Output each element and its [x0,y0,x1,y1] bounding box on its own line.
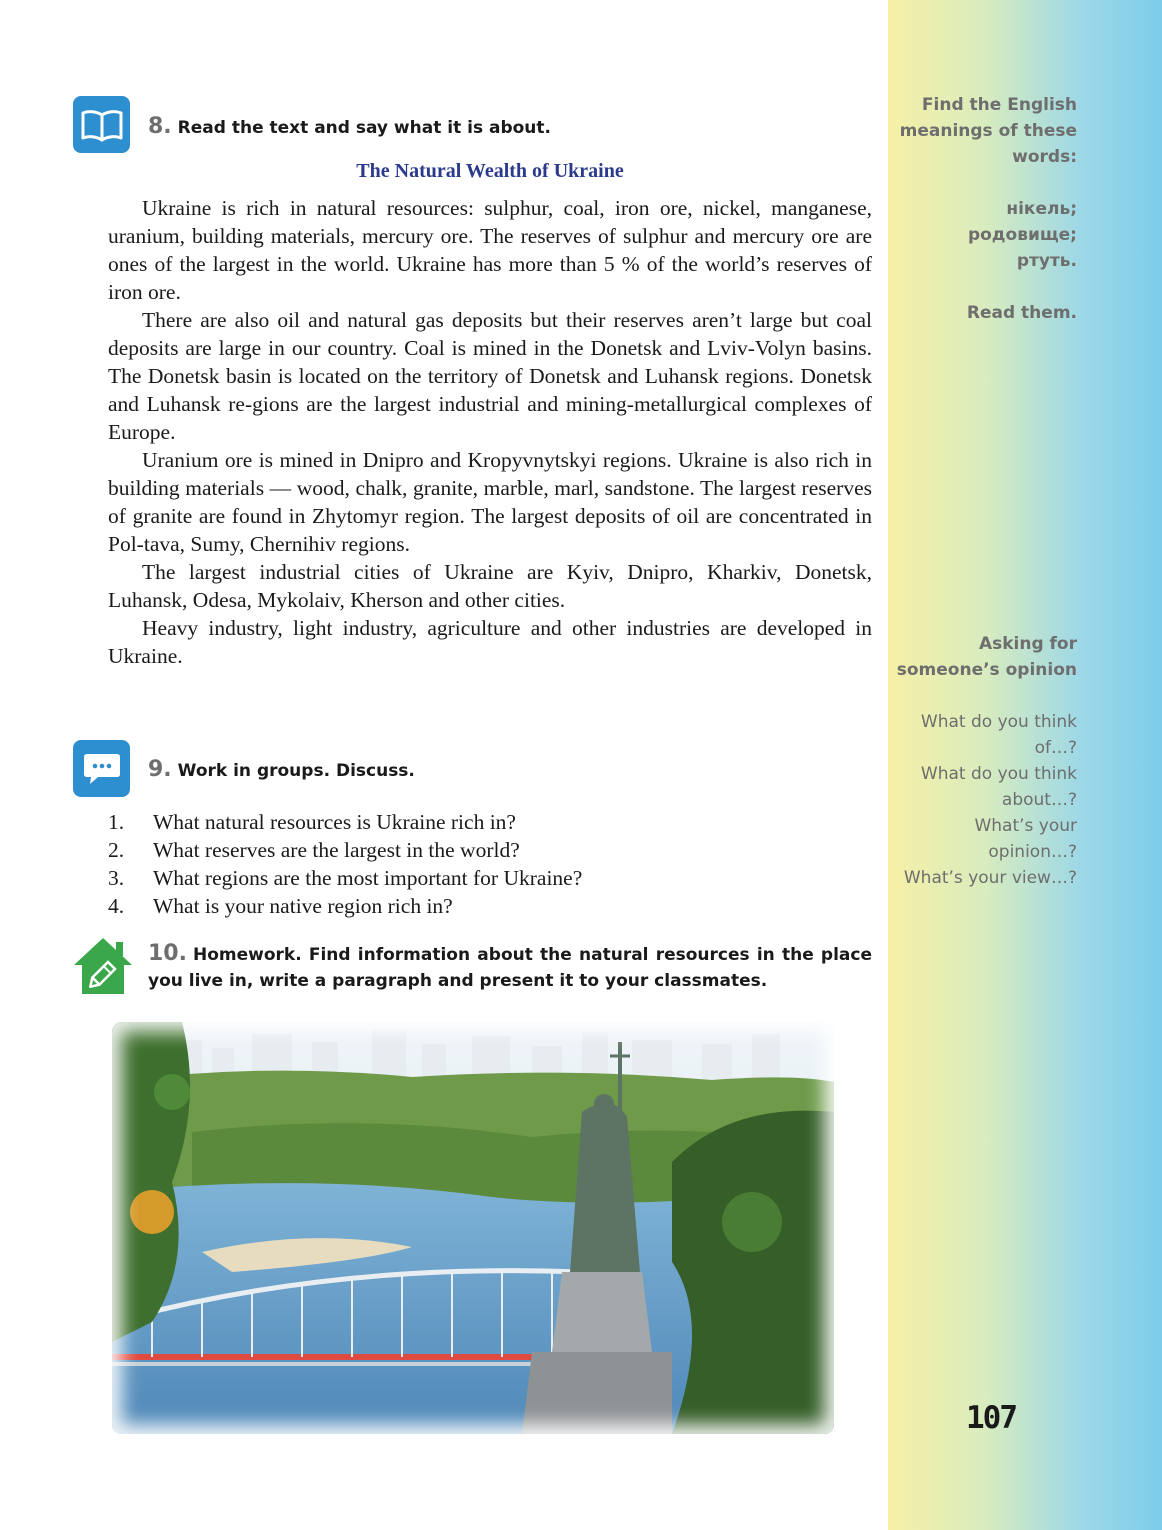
list-item: 4. What is your native region rich in? [108,894,453,918]
open-book-icon [73,96,130,153]
phrase-line: of…? [1034,738,1077,758]
paragraph: Uranium ore is mined in Dnipro and Kropyvnytskyi regions. Ukraine is also rich in building materials — wood, chalk, granite, marble, marl, sandstone. The largest reserves of granite are found in Zhytomyr region. The largest deposits of oil are concentrated in Pol-tava, Sumy, Chernihiv regions. [108,448,872,556]
kyiv-river-photo [112,1022,834,1434]
page-number: 107 [966,1400,1016,1436]
task-instruction: Homework. Find information about the natural resources in the place you live in, write a paragraph and present it to your classmates. [148,945,872,991]
task-instruction: Read the text and say what it is about. [177,118,551,138]
phrase-line: opinion…? [988,842,1077,862]
task-number: 10. [148,941,187,966]
paragraph: Ukraine is rich in natural resources: sulphur, coal, iron ore, nickel, manganese, uranium, building materials, mercury ore. The reserves of sulphur and mercury ore are ones of the largest in the world. Ukraine has more than 5 % of the world’s reserves of iron ore. [108,196,872,304]
vocab-line: meanings of these [899,121,1077,141]
task-8-heading [148,114,551,139]
paragraph: Heavy industry, light industry, agriculture and other industries are developed in Ukraine. [108,616,872,668]
vocab-word: родовище; [967,225,1077,245]
paragraph: There are also oil and natural gas deposits but their reserves aren’t large but coal deposits are large in our country. Coal is mined in the Donetsk and Lviv-Volyn basins. The Donetsk basin is located on the territory of Donetsk and Luhansk regions. Donetsk and Luhansk re-gions are the largest industrial and mining-metallurgical complexes of Europe. [108,308,872,444]
task-instruction: Work in groups. Discuss. [177,761,415,781]
task-9-heading [148,757,415,782]
text-title: The Natural Wealth of Ukraine [356,160,624,182]
task-10-heading [148,941,872,994]
phrase-line: about…? [1001,790,1077,810]
vocab-line: words: [1012,147,1077,167]
opinion-title: Asking for someone’s opinion [896,634,1077,680]
vocab-word: нікель; [1006,199,1077,219]
vocab-line: Find the English [921,95,1077,115]
vocab-words [968,196,1077,274]
vocab-instruction [900,92,1077,170]
task-number: 8. [148,114,172,139]
list-item: 1. What natural resources is Ukraine rich in? [108,810,516,834]
reading-text [108,194,872,670]
task-number: 9. [148,757,172,782]
list-item: 2. What reserves are the largest in the world? [108,838,520,862]
list-item: 3. What regions are the most important for Ukraine? [108,866,583,890]
vocab-word: ртуть. [1016,251,1077,271]
read-them-note: Read them. [966,303,1077,323]
phrase-line: What do you think [920,712,1077,732]
house-pencil-icon [72,936,134,996]
opinion-phrases [904,709,1077,891]
question-list [108,808,872,920]
speech-bubble-icon [73,740,130,797]
phrase-line: What’s your view…? [903,868,1077,888]
phrase-line: What’s your [974,816,1077,836]
paragraph: The largest industrial cities of Ukraine are Kyiv, Dnipro, Kharkiv, Donetsk, Luhansk, Odesa, Mykolaiv, Kherson and other cities. [108,560,872,612]
phrase-line: What do you think [920,764,1077,784]
